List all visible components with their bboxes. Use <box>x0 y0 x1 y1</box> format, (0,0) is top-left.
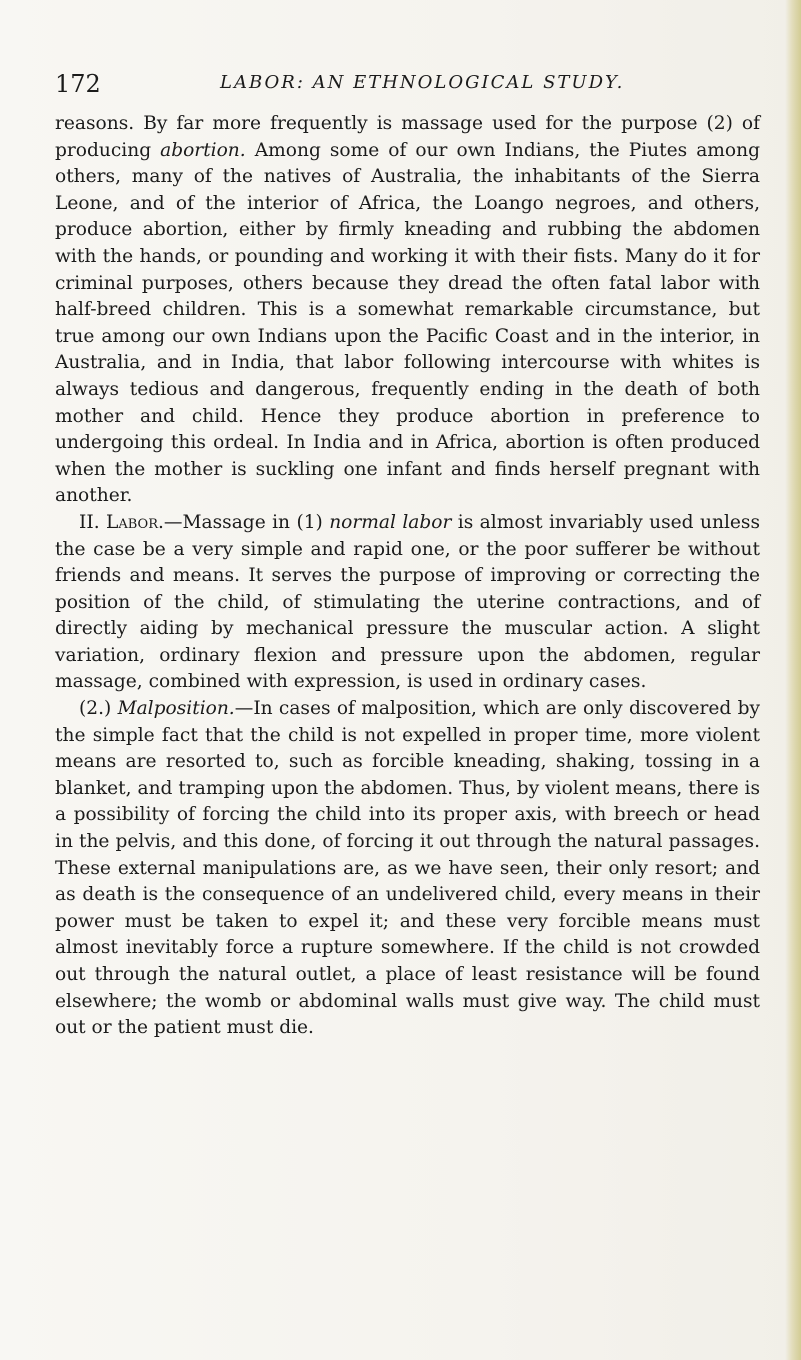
paragraph <box>55 696 760 1042</box>
text-run: is almost invariably used unless the case be a very simple and rapid one, or the poor sufferer be without friends and means. It serves the purpose of improving or correcting the position of the child, of stimulating the uterine contractions, and of directly aiding by mechanical pressure the muscular action. A slight variation, ordinary flexion and pressure upon the abdomen, regular massage, combined with expression, is used in ordinary cases. <box>55 511 760 693</box>
body-text <box>55 111 760 1042</box>
italic-term: normal labor <box>329 511 452 533</box>
paragraph <box>55 510 760 696</box>
running-head: LABOR: AN ETHNOLOGICAL STUDY. <box>220 72 625 93</box>
text-run: reasons. By far more frequently is massage used for the purpose (2) of producing <box>55 113 760 161</box>
page-header <box>55 70 755 100</box>
page-number: 172 <box>55 70 101 98</box>
text-run: (2.) <box>79 698 118 720</box>
text-run: —In cases of malposition, which are only discovered by the simple fact that the child is not expelled in proper time, more violent means are resorted to, such as forcible kneading, shaking, tossing in a blanket, and tramping upon the abdomen. Thus, by violent means, there is a possibility of forcing the child into its proper axis, with breech or head in the pelvis, and this done, of forcing it out through the natural passages. These external manipulations are, as we have seen, their only resort; and as death is the consequence of an undelivered child, every means in their power must be taken to expel it; and these very forcible means must almost inevitably force a rupture somewhere. If the child is not crowded out through the natural outlet, a place of least resistance will be found elsewhere; the womb or abdominal walls must give way. The child must out or the patient must die. <box>55 698 760 1039</box>
paragraph <box>55 111 760 510</box>
section-heading: Labor. <box>106 511 164 533</box>
text-run: Among some of our own Indians, the Piutes among others, many of the natives of Australia, the inhabitants of the Sierra Leone, and of the interior of Africa, the Loango negroes, and others, produce abortion, either by firmly kneading and rubbing the abdomen with the hands, or pounding and working it with their fists. Many do it for criminal purposes, others because they dread the often fatal labor with half-breed children. This is a somewhat remarkable circumstance, but true among our own Indians upon the Pacific Coast and in the interior, in Australia, and in India, that labor following intercourse with whites is always tedious and dangerous, frequently ending in the death of both mother and child. Hence they produce abortion in preference to undergoing this ordeal. In India and in Africa, abortion is often produced when the mother is suckling one infant and finds herself pregnant with another. <box>55 139 760 507</box>
text-run: —Massage in (1) <box>163 511 330 533</box>
italic-term: Malposition. <box>117 698 235 720</box>
text-run: II. <box>79 511 107 533</box>
italic-term: abortion. <box>160 139 246 161</box>
page-edge-stain <box>785 0 801 1360</box>
